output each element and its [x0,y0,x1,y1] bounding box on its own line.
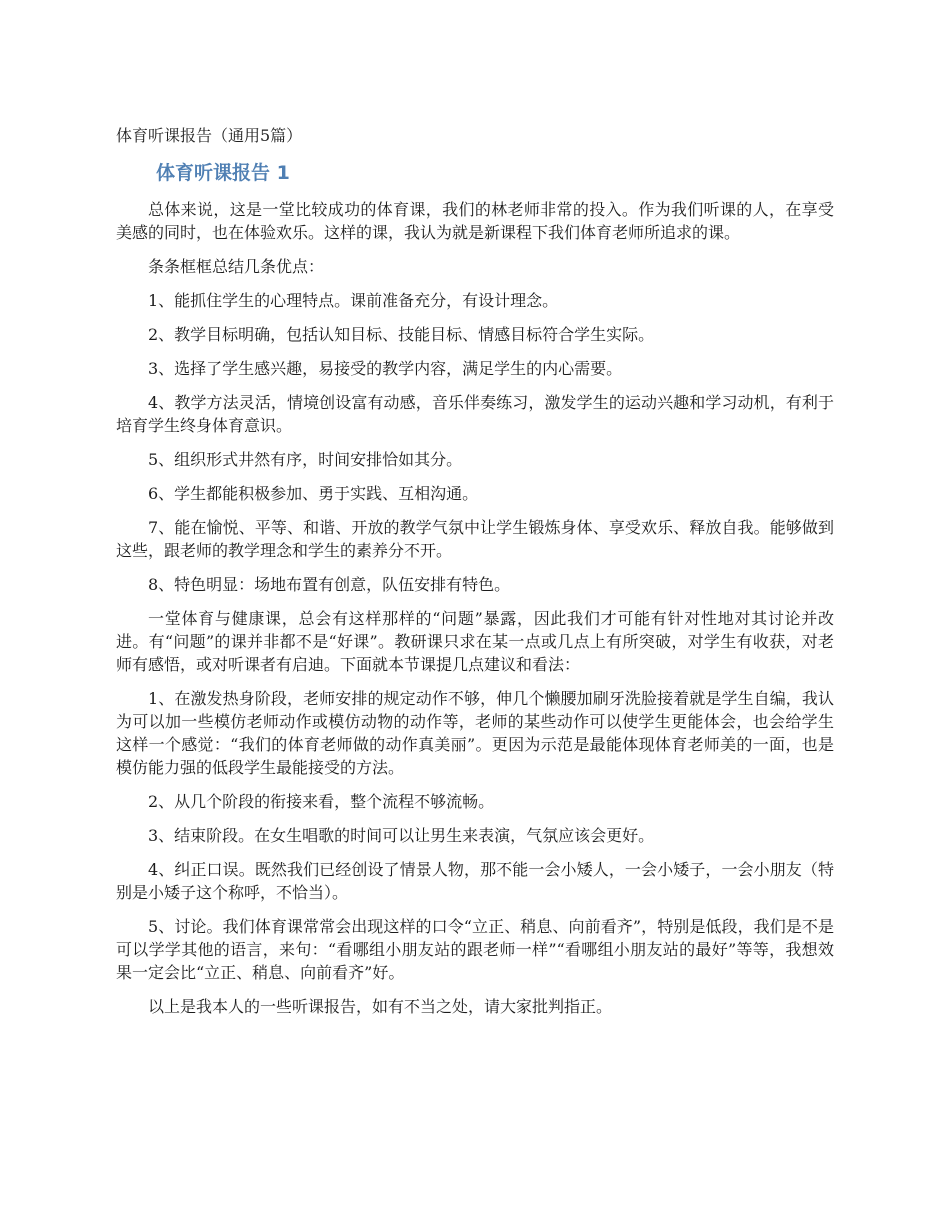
paragraph-advantage-1: 1、能抓住学生的心理特点。课前准备充分，有设计理念。 [148,291,559,310]
paragraph-suggestion-3: 3、结束阶段。在女生唱歌的时间可以让男生来表演，气氛应该会更好。 [148,826,655,845]
paragraph-intro: 总体来说，这是一堂比较成功的体育课，我们的林老师非常的投入。作为我们听课的人，在享受美感的同时，也在体验欢乐。这样的课，我认为就是新课程下我们体育老师所追求的课。 [116,200,834,242]
paragraph-advantage-4: 4、教学方法灵活，情境创设富有动感，音乐伴奏练习，激发学生的运动兴趣和学习动机，有利于培育学生终身体育意识。 [116,393,834,435]
paragraph-suggestion-5: 5、讨论。我们体育课常常会出现这样的口令“立正、稍息、向前看齐”，特别是低段，我们是不是可以学学其他的语言，来句：“看哪组小朋友站的跟老师一样”“看哪组小朋友站的最好”等等，我想效果一定会比“立正、稍息、向前看齐”好。 [116,917,834,982]
section-heading: 体育听课报告 1 [156,162,290,184]
paragraph-advantage-8: 8、特色明显：场地布置有创意，队伍安排有特色。 [148,575,511,594]
paragraph-advantage-6: 6、学生都能积极参加、勇于实践、互相沟通。 [148,484,479,503]
paragraph-advantages-intro: 条条框框总结几条优点： [148,257,325,276]
paragraph-conclusion: 以上是我本人的一些听课报告，如有不当之处，请大家批判指正。 [148,997,613,1016]
document-title: 体育听课报告（通用5篇） [116,126,303,145]
paragraph-suggestion-1: 1、在激发热身阶段，老师安排的规定动作不够，伸几个懒腰加刷牙洗脸接着就是学生自编，我认为可以加一些模仿老师动作或模仿动物的动作等，老师的某些动作可以使学生更能体会，也会给学生这样一个感觉：“我们的体育老师做的动作真美丽”。更因为示范是最能体现体育老师美的一面，也是模仿能力强的低段学生最能接受的方法。 [116,689,834,777]
paragraph-advantage-2: 2、教学目标明确，包括认知目标、技能目标、情感目标符合学生实际。 [148,325,655,344]
paragraph-suggestion-4: 4、纠正口误。既然我们已经创设了情景人物，那不能一会小矮人，一会小矮子，一会小朋友（特别是小矮子这个称呼，不恰当）。 [116,860,834,902]
paragraph-suggestions-intro: 一堂体育与健康课，总会有这样那样的“问题”暴露，因此我们才可能有针对性地对其讨论并改进。有“问题”的课并非都不是“好课”。教研课只求在某一点或几点上有所突破，对学生有收获，对老师有感悟，或对听课者有启迪。下面就本节课提几点建议和看法： [116,609,834,674]
document-body [116,124,834,1029]
paragraph-advantage-5: 5、组织形式井然有序，时间安排恰如其分。 [148,450,463,469]
paragraph-suggestion-2: 2、从几个阶段的衔接来看，整个流程不够流畅。 [148,792,495,811]
paragraph-advantage-3: 3、选择了学生感兴趣，易接受的教学内容，满足学生的内心需要。 [148,359,623,378]
paragraph-advantage-7: 7、能在愉悦、平等、和谐、开放的教学气氛中让学生锻炼身体、享受欢乐、释放自我。能够做到这些，跟老师的教学理念和学生的素养分不开。 [116,518,834,560]
